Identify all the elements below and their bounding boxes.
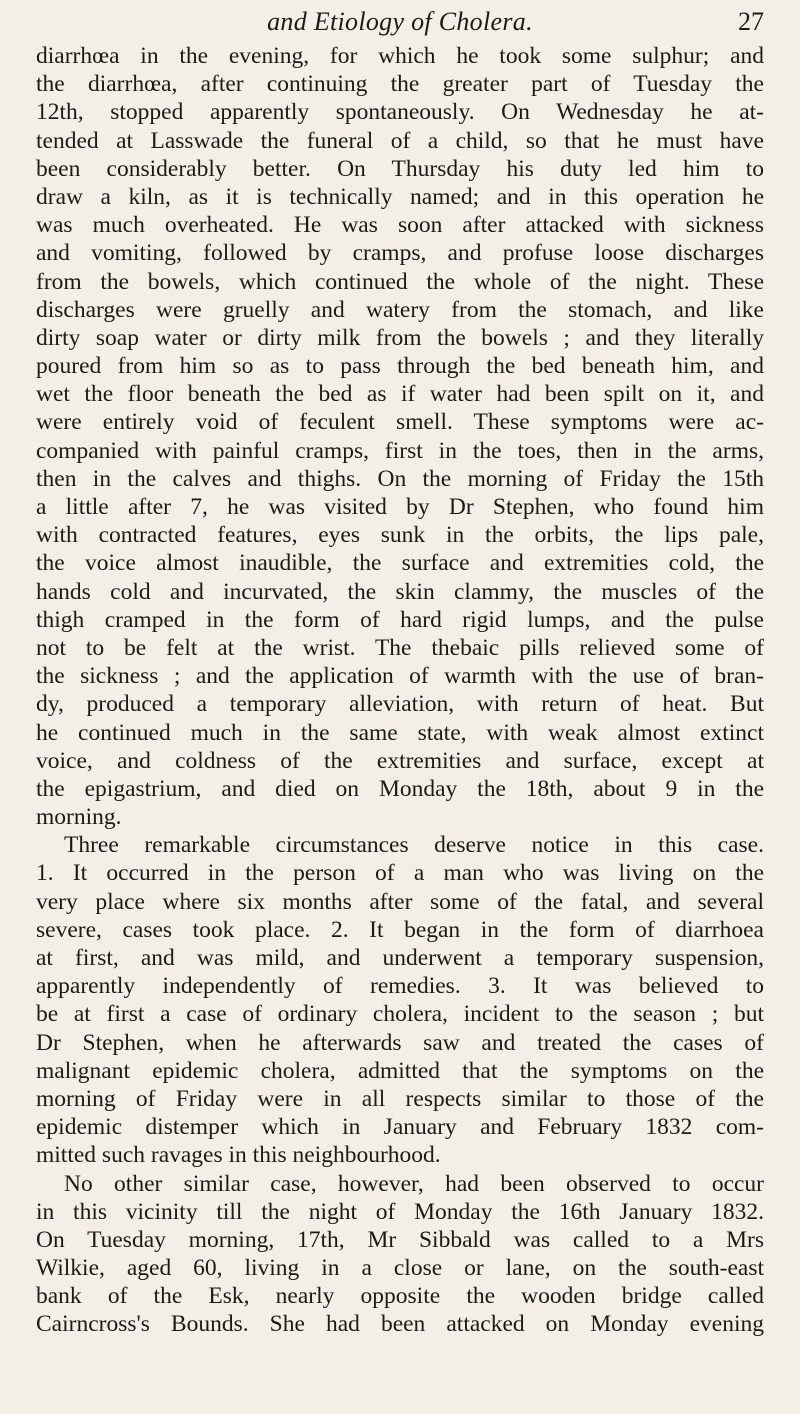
text-line: a little after 7, he was visited by Dr Stephen, who found him [36, 494, 764, 520]
text-line: poured from him so as to pass through the bed beneath him, and [36, 353, 764, 380]
text-line: from the bowels, which continued the whole of the night. These [36, 268, 764, 295]
text-line: the diarrhœa, after continuing the greater part of Tuesday the [36, 71, 764, 98]
text-line: Wilkie, aged 60, living in a close or lane, on the south-east [36, 1255, 764, 1282]
text-line: severe, cases took place. 2. It began in the form of diarrhoea [36, 916, 764, 943]
text-line: dirty soap water or dirty milk from the bowels ; and they literally [36, 324, 764, 351]
text-line: malignant epidemic cholera, admitted that the symptoms on the [36, 1057, 764, 1084]
paragraph-start-line: No other similar case, however, had been observed to occur [64, 1170, 764, 1197]
text-line: Dr Stephen, when he afterwards saw and treated the cases of [36, 1029, 764, 1056]
text-line: at first, and was mild, and underwent a temporary suspension, [36, 945, 764, 971]
text-line: be at first a case of ordinary cholera, incident to the season ; but [36, 1001, 764, 1028]
page-number: 27 [738, 7, 764, 36]
text-line: epidemic distemper which in January and February 1832 com- [36, 1114, 764, 1141]
text-line: 1. It occurred in the person of a man who was living on the [36, 860, 764, 887]
text-line: been considerably better. On Thursday his duty led him to [36, 155, 764, 182]
text-line: On Tuesday morning, 17th, Mr Sibbald was called to a Mrs [36, 1226, 764, 1253]
text-line: and vomiting, followed by cramps, and profuse loose discharges [36, 240, 764, 267]
text-line: the sickness ; and the application of warmth with the use of bran- [36, 663, 764, 690]
text-line: hands cold and incurvated, the skin clammy, the muscles of the [36, 578, 764, 605]
text-line: draw a kiln, as it is technically named; and in this operation he [36, 183, 764, 210]
text-line: the voice almost inaudible, the surface and extremities cold, the [36, 550, 764, 577]
text-line: then in the calves and thighs. On the morning of Friday the 15th [36, 465, 764, 492]
text-line: mitted such ravages in this neighbourhood. [36, 1142, 441, 1169]
text-line: companied with painful cramps, first in the toes, then in the arms, [36, 437, 764, 464]
text-line: bank of the Esk, nearly opposite the wooden bridge called [36, 1283, 764, 1310]
page-header [36, 4, 764, 40]
text-line: voice, and coldness of the extremities and surface, except at [36, 747, 764, 774]
text-line: diarrhœa in the evening, for which he took some sulphur; and [36, 43, 764, 69]
text-line: morning. [36, 804, 122, 831]
text-line: wet the floor beneath the bed as if water had been spilt on it, and [36, 381, 764, 408]
text-line: thigh cramped in the form of hard rigid lumps, and the pulse [36, 606, 764, 633]
running-title: and Etiology of Cholera. [267, 7, 533, 36]
text-line: dy, produced a temporary alleviation, with return of heat. But [36, 691, 764, 718]
text-line: apparently independently of remedies. 3. It was believed to [36, 973, 764, 1000]
text-line: in this vicinity till the night of Monday the 16th January 1832. [36, 1198, 764, 1225]
text-line: tended at Lasswade the funeral of a child, so that he must have [36, 127, 764, 154]
text-line: were entirely void of feculent smell. These symptoms were ac- [36, 409, 764, 436]
paragraph-start-line: Three remarkable circumstances deserve notice in this case. [64, 832, 764, 859]
text-line: the epigastrium, and died on Monday the 18th, about 9 in the [36, 775, 764, 802]
text-line: with contracted features, eyes sunk in the orbits, the lips pale, [36, 522, 764, 549]
body-text [36, 42, 764, 1339]
text-line: discharges were gruelly and watery from the stomach, and like [36, 296, 764, 323]
text-line: he continued much in the same state, with weak almost extinct [36, 719, 764, 746]
text-line: 12th, stopped apparently spontaneously. On Wednesday he at- [36, 99, 764, 126]
text-line: was much overheated. He was soon after attacked with sickness [36, 212, 764, 239]
text-line: not to be felt at the wrist. The thebaic pills relieved some of [36, 634, 764, 661]
text-line: Cairncross's Bounds. She had been attacked on Monday evening [36, 1311, 764, 1338]
text-line: morning of Friday were in all respects similar to those of the [36, 1085, 764, 1112]
text-line: very place where six months after some of the fatal, and several [36, 888, 764, 915]
